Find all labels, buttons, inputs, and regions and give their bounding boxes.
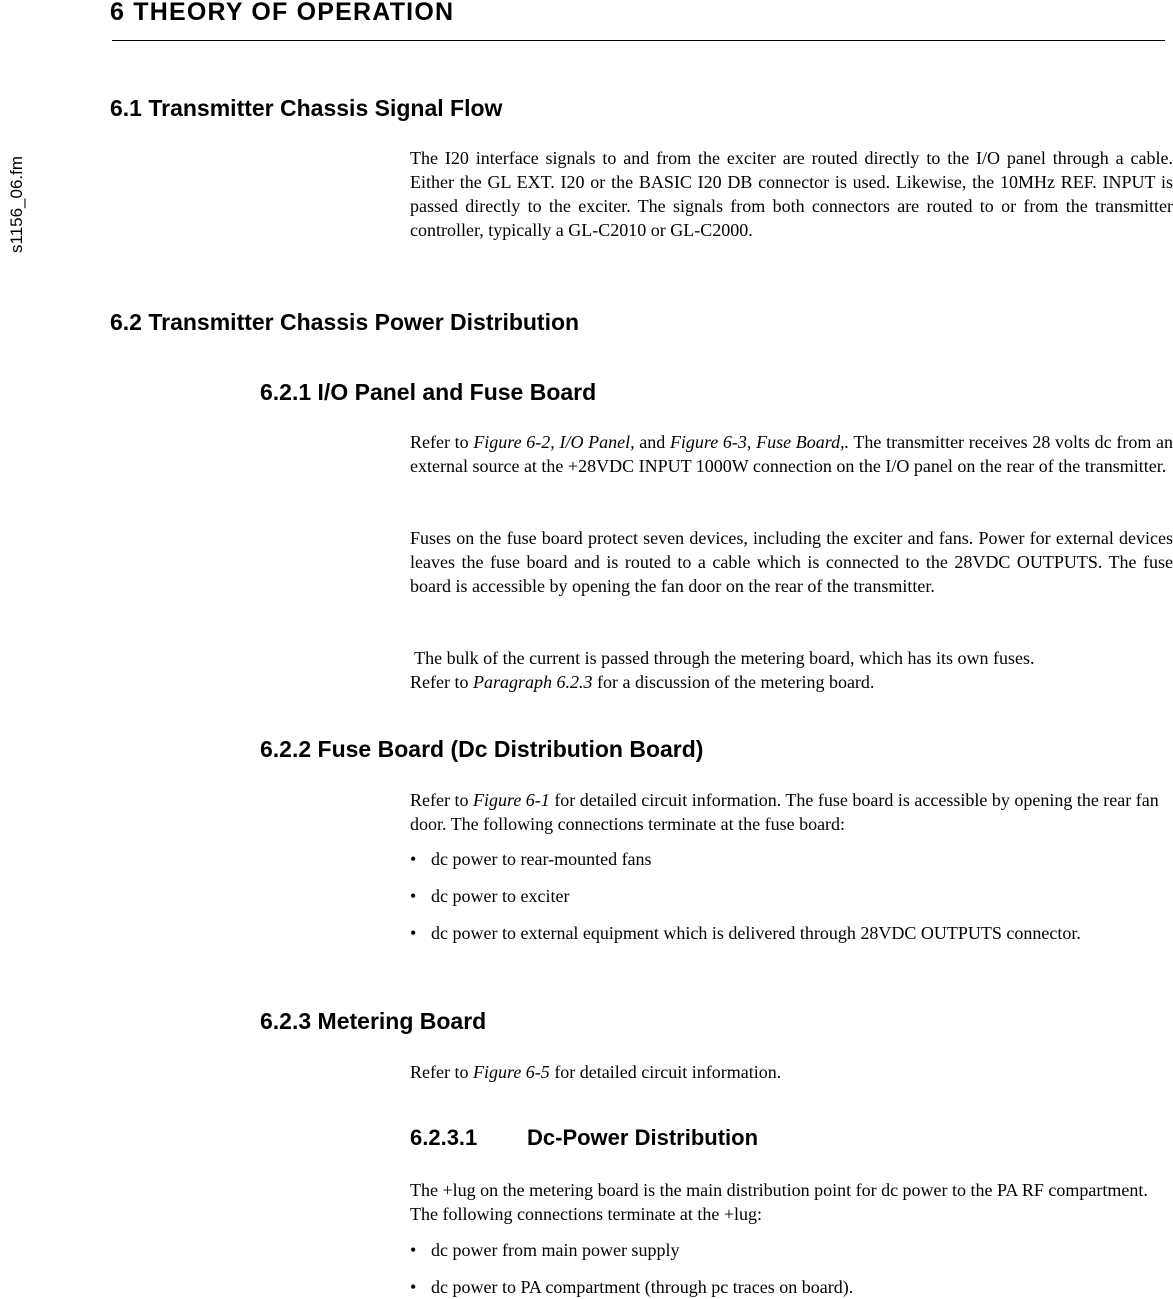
bullet-icon: •: [410, 1240, 417, 1260]
list-item-text: dc power from main power supply: [431, 1240, 680, 1260]
section-number: 6.2.3.1: [410, 1125, 478, 1150]
header-rule: [112, 40, 1165, 41]
section-6-1-body: The I20 interface signals to and from the exciter are routed directly to the I/O panel through a cable. Either the GL EXT. I20 or the BASIC I20 DB connector is used. Likewise, the 10MHz REF. INPUT is passed directly to the exciter. The signals from both connectors are routed to or from the transmitter controller, typically a GL-C2010 or GL-C2000.: [410, 148, 1173, 240]
list-item: [410, 921, 1110, 945]
list-item-text: dc power to exciter: [431, 886, 570, 906]
section-title: Dc-Power Distribution: [527, 1125, 759, 1150]
list-item: [410, 1275, 1110, 1299]
paragraph-6-2-3-reference[interactable]: Paragraph 6.2.3: [472, 672, 593, 692]
lug-connections-list: [410, 1238, 1110, 1299]
bullet-icon: •: [410, 1277, 417, 1297]
refer-text: Refer to: [410, 672, 473, 692]
section-6-2-1-heading: 6.2.1 I/O Panel and Fuse Board: [260, 379, 597, 405]
section-6-2-2-para-1: [410, 788, 1160, 836]
and-text: and: [634, 432, 670, 452]
refer-text: Refer to: [410, 432, 474, 452]
bullet-icon: •: [410, 923, 417, 943]
list-item: [410, 884, 1110, 908]
list-item-text: dc power to rear-mounted fans: [431, 849, 652, 869]
section-6-2-2-heading: 6.2.2 Fuse Board (Dc Distribution Board): [260, 736, 704, 762]
para-text: for detailed circuit information.: [549, 1062, 782, 1082]
section-6-2-3-heading: 6.2.3 Metering Board: [260, 1008, 487, 1034]
section-6-2-3-para-1: [410, 1060, 1173, 1084]
list-item: [410, 847, 1110, 871]
section-6-2-3-1-para-1: The +lug on the metering board is the main distribution point for dc power to the PA RF compartment. The following connections terminate at the +lug:: [410, 1180, 1148, 1224]
refer-text: Refer to: [410, 790, 473, 810]
para-text: for detailed circuit information. The fuse board is accessible by opening the rear fan door. The following connections terminate at the fuse board:: [410, 790, 1159, 834]
section-6-2-heading: 6.2 Transmitter Chassis Power Distribution: [110, 309, 580, 335]
list-item-text: dc power to PA compartment (through pc traces on board).: [431, 1277, 854, 1297]
figure-6-1-reference[interactable]: Figure 6-1: [472, 790, 550, 810]
bullet-icon: •: [410, 886, 417, 906]
file-name-label: s1156_06.fm: [7, 155, 26, 253]
figure-6-3-reference[interactable]: Figure 6-3, Fuse Board,.: [669, 432, 850, 452]
list-item-text: dc power to external equipment which is delivered through 28VDC OUTPUTS connector.: [431, 923, 1081, 943]
figure-6-5-reference[interactable]: Figure 6-5: [472, 1062, 550, 1082]
section-6-2-3-1-heading: [410, 1124, 758, 1152]
section-6-2-1-para-2: Fuses on the fuse board protect seven devices, including the exciter and fans. Power for external devices leaves the fuse board and is routed to a cable which is connected to the 28VDC OUTPUTS. The fuse board is accessible by opening the fan door on the rear of the transmitter.: [410, 528, 1173, 596]
section-6-2-1-para-3-line-1: The bulk of the current is passed through the metering board, which has its own fuses.: [410, 648, 1035, 668]
chapter-title: 6 THEORY OF OPERATION: [110, 0, 455, 26]
para-text: for a discussion of the metering board.: [592, 672, 875, 692]
section-6-1-heading: 6.1 Transmitter Chassis Signal Flow: [110, 95, 503, 121]
section-6-2-1-para-1: [410, 430, 1173, 478]
figure-6-2-reference[interactable]: Figure 6-2, I/O Panel,: [473, 432, 635, 452]
para-text: The transmitter receives 28 volts dc from an external source at the +28VDC INPUT 1000W connection on the I/O panel on the rear of the transmitter.: [410, 432, 1173, 476]
list-item: [410, 1238, 1110, 1262]
bullet-icon: •: [410, 849, 417, 869]
section-6-2-1-para-3-line-2: [410, 670, 1173, 694]
fuse-board-connections-list: [410, 847, 1110, 945]
refer-text: Refer to: [410, 1062, 473, 1082]
